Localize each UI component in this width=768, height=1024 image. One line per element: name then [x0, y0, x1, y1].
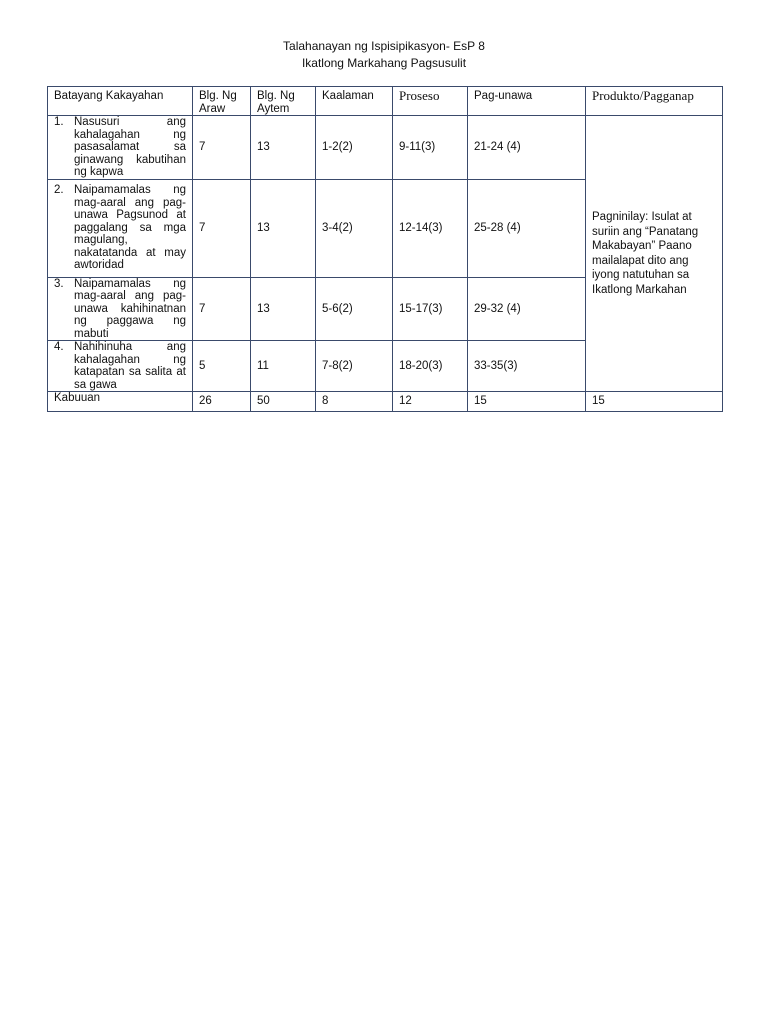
days-cell: 5	[193, 341, 251, 392]
kaalaman-cell: 1-2(2)	[316, 116, 393, 180]
days-cell: 7	[193, 179, 251, 277]
kaalaman-cell: 7-8(2)	[316, 341, 393, 392]
row-number: 4.	[54, 341, 64, 353]
produkto-cell: Pagninilay: Isulat at suriin ang “Panatang Makabayan” Paano mailalapat dito ang iyong natutuhan sa Ikatlong Markahan	[586, 116, 723, 392]
items-cell: 13	[251, 277, 316, 341]
document-title	[0, 38, 768, 72]
total-label: Kabuuan	[48, 392, 193, 412]
proseso-cell: 9-11(3)	[393, 116, 468, 180]
total-days: 26	[193, 392, 251, 412]
competency-cell	[48, 341, 193, 392]
header-competency: Batayang Kakayahan	[48, 87, 193, 116]
table-row	[48, 116, 723, 180]
header-pag-unawa: Pag-unawa	[468, 87, 586, 116]
competency-cell	[48, 277, 193, 341]
specification-table	[47, 86, 723, 412]
kaalaman-cell: 3-4(2)	[316, 179, 393, 277]
total-pag-unawa: 15	[468, 392, 586, 412]
proseso-cell: 18-20(3)	[393, 341, 468, 392]
header-produkto: Produkto/Pagganap	[586, 87, 723, 116]
proseso-cell: 12-14(3)	[393, 179, 468, 277]
competency-text: Naipamamalas ng mag-aaral ang pag-unawa Pagsunod at paggalang sa mga magulang, nakatatanda at may awtoridad	[74, 184, 186, 272]
row-number: 3.	[54, 277, 64, 290]
header-items: Blg. Ng Aytem	[251, 87, 316, 116]
title-line-1: Talahanayan ng Ispisipikasyon- EsP 8	[283, 39, 485, 53]
days-cell: 7	[193, 116, 251, 180]
competency-text: Nahihinuha ang kahalagahan ng katapatan sa salita at sa gawa	[74, 341, 186, 391]
header-row	[48, 87, 723, 116]
competency-cell	[48, 179, 193, 277]
total-kaalaman: 8	[316, 392, 393, 412]
pag-unawa-cell: 33-35(3)	[468, 341, 586, 392]
proseso-cell: 15-17(3)	[393, 277, 468, 341]
header-proseso: Proseso	[393, 87, 468, 116]
total-proseso: 12	[393, 392, 468, 412]
pag-unawa-cell: 25-28 (4)	[468, 179, 586, 277]
pag-unawa-cell: 21-24 (4)	[468, 116, 586, 180]
days-cell: 7	[193, 277, 251, 341]
kaalaman-cell: 5-6(2)	[316, 277, 393, 341]
total-produkto: 15	[586, 392, 723, 412]
total-row	[48, 392, 723, 412]
items-cell: 13	[251, 116, 316, 180]
header-kaalaman: Kaalaman	[316, 87, 393, 116]
title-line-2: Ikatlong Markahang Pagsusulit	[301, 56, 467, 70]
pag-unawa-cell: 29-32 (4)	[468, 277, 586, 341]
items-cell: 11	[251, 341, 316, 392]
competency-text: Naipamamalas ng mag-aaral ang pag-unawa kahihinatnan ng paggawa ng mabuti	[74, 277, 186, 340]
row-number: 2.	[54, 184, 64, 197]
items-cell: 13	[251, 179, 316, 277]
total-items: 50	[251, 392, 316, 412]
row-number: 1.	[54, 116, 64, 128]
competency-text: Nasusuri ang kahalagahan ng pasasalamat sa ginawang kabutihan ng kapwa	[74, 116, 186, 178]
header-days: Blg. Ng Araw	[193, 87, 251, 116]
competency-cell	[48, 116, 193, 180]
